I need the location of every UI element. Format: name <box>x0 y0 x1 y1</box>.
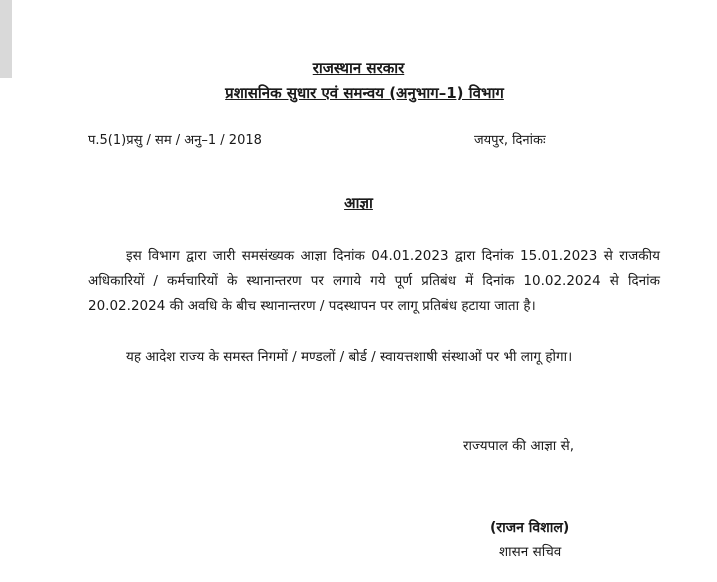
signatory-designation: शासन सचिव <box>499 544 562 560</box>
order-paragraph-1: इस विभाग द्वारा जारी समसंख्यक आज्ञा दिनांक 04.01.2023 द्वारा दिनांक 15.01.2023 से राजकीय अधिकारियों / कर्मचारियों के स्थानान्तरण पर लगाये गये पूर्ण प्रतिबंध में दिनांक 10.02.2024 से दिनांक 20.02.2024 की अवधि के बीच स्थानान्तरण / पदस्थापन पर लागू प्रतिबंध हटाया जाता है। <box>88 248 660 314</box>
closing-line: राज्यपाल की आज्ञा से, <box>463 438 574 454</box>
department-heading: प्रशासनिक सुधार एवं समन्वय (अनुभाग–1) विभाग <box>225 84 504 102</box>
reference-number: प.5(1)प्रसु / सम / अनु–1 / 2018 <box>88 133 262 148</box>
order-paragraph-2: यह आदेश राज्य के समस्त निगमों / मण्डलों / बोर्ड / स्वायत्तशाषी संस्थाओं पर भी लागू होगा। <box>126 349 573 365</box>
government-heading: राजस्थान सरकार <box>312 59 405 77</box>
order-title: आज्ञा <box>344 194 373 212</box>
place-date: जयपुर, दिनांकः <box>474 133 546 148</box>
signatory-name: (राजन विशाल) <box>490 520 570 536</box>
